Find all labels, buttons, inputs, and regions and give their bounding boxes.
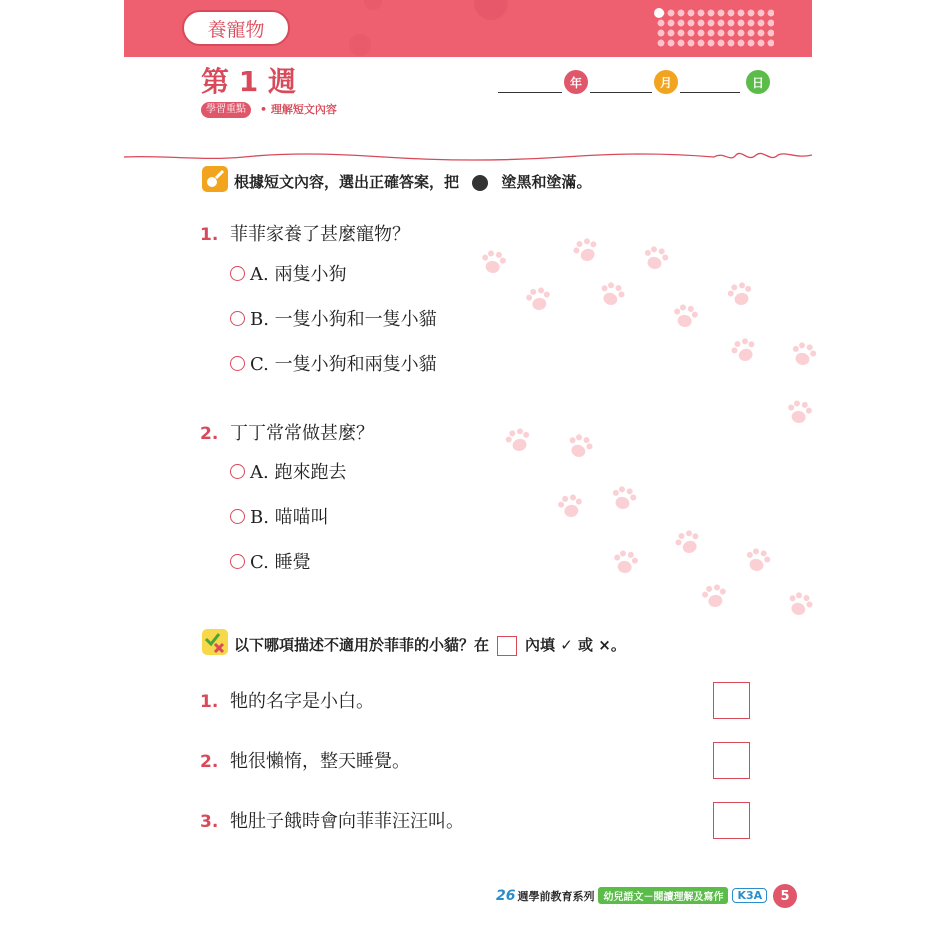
series-number: 26 bbox=[496, 887, 516, 904]
worksheet-page bbox=[124, 0, 812, 937]
paw-print-icon bbox=[607, 546, 642, 585]
paw-print-icon bbox=[636, 241, 674, 282]
q1-option-b[interactable] bbox=[230, 305, 437, 331]
day-line[interactable] bbox=[680, 92, 740, 93]
flower-decoration bbox=[474, 0, 508, 20]
part2-instruction bbox=[234, 634, 626, 656]
paw-print-icon bbox=[669, 524, 709, 566]
month-line[interactable] bbox=[590, 92, 652, 93]
week-title: 第 1 週 bbox=[201, 65, 296, 98]
header-banner bbox=[124, 0, 812, 57]
paw-print-icon bbox=[604, 481, 642, 522]
radio-circle[interactable] bbox=[230, 266, 245, 281]
paw-print-icon bbox=[779, 586, 819, 628]
focus-text: • 理解短文內容 bbox=[260, 103, 337, 116]
question-number: 2. bbox=[200, 424, 219, 444]
question-text: 丁丁常常做甚麼？ bbox=[230, 423, 374, 444]
paw-print-icon bbox=[725, 332, 765, 374]
subject-label: 幼兒語文－閱讀理解及寫作 bbox=[598, 887, 728, 904]
answer-box-2[interactable] bbox=[713, 742, 750, 779]
year-badge: 年 bbox=[564, 70, 588, 94]
option-label: A. 跑來跑去 bbox=[250, 462, 347, 483]
paw-print-icon bbox=[738, 543, 776, 584]
q2-option-b[interactable] bbox=[230, 503, 329, 529]
pencil-icon bbox=[202, 166, 228, 192]
paw-print-icon bbox=[591, 276, 631, 318]
series-name: 週學前教育系列 bbox=[517, 889, 595, 903]
part2-instruction-text: 以下哪項描述不適用於菲菲的小貓？在 bbox=[234, 636, 490, 654]
radio-circle[interactable] bbox=[230, 356, 245, 371]
statement-text: 牠的名字是小白。 bbox=[230, 691, 374, 712]
q2-option-a[interactable] bbox=[230, 458, 346, 484]
answer-box-icon bbox=[497, 636, 517, 656]
question-text: 菲菲家養了甚麼寵物？ bbox=[230, 224, 410, 245]
paw-print-icon bbox=[667, 300, 702, 339]
radio-circle[interactable] bbox=[230, 554, 245, 569]
statement-3 bbox=[200, 807, 464, 833]
dot-highlight bbox=[654, 8, 664, 18]
answer-box-3[interactable] bbox=[713, 802, 750, 839]
dot-pattern bbox=[656, 8, 774, 48]
radio-circle[interactable] bbox=[230, 464, 245, 479]
footer bbox=[496, 887, 767, 904]
part1-instruction-end: 塗黑和塗滿。 bbox=[501, 173, 592, 191]
option-label: B. 喵喵叫 bbox=[250, 507, 329, 528]
answer-box-1[interactable] bbox=[713, 682, 750, 719]
page-number: 5 bbox=[773, 884, 797, 908]
q2-option-c[interactable] bbox=[230, 548, 311, 574]
part2-instruction-end: 內填 ✓ 或 ×。 bbox=[525, 636, 626, 654]
option-label: C. 睡覺 bbox=[250, 552, 311, 573]
paw-print-icon bbox=[697, 580, 732, 619]
paw-print-icon bbox=[553, 490, 588, 529]
part1-instruction bbox=[234, 171, 592, 192]
paw-print-icon bbox=[781, 396, 816, 435]
statement-1 bbox=[200, 687, 374, 713]
level-badge: K3A bbox=[732, 888, 767, 903]
paw-print-icon bbox=[521, 283, 556, 322]
option-label: B. 一隻小狗和一隻小貓 bbox=[250, 309, 437, 330]
paw-print-icon bbox=[475, 246, 510, 285]
q1-option-c[interactable] bbox=[230, 350, 437, 376]
statement-text: 牠很懶惰，整天睡覺。 bbox=[230, 751, 410, 772]
statement-2 bbox=[200, 747, 410, 773]
section-title: 養寵物 bbox=[182, 10, 290, 46]
paw-print-icon bbox=[500, 423, 538, 464]
statement-number: 3. bbox=[200, 812, 219, 832]
paw-print-icon bbox=[722, 277, 760, 318]
statement-number: 2. bbox=[200, 752, 219, 772]
flower-decoration bbox=[364, 0, 382, 10]
part1-instruction-text: 根據短文內容，選出正確答案，把 bbox=[234, 173, 460, 191]
statement-number: 1. bbox=[200, 692, 219, 712]
question-1 bbox=[200, 220, 410, 246]
option-label: C. 一隻小狗和兩隻小貓 bbox=[250, 354, 437, 375]
month-badge: 月 bbox=[654, 70, 678, 94]
question-2 bbox=[200, 419, 374, 445]
statement-text: 牠肚子餓時會向菲菲汪汪叫。 bbox=[230, 811, 464, 832]
focus-label: 學習重點 bbox=[201, 102, 251, 118]
paw-print-icon bbox=[784, 337, 822, 378]
filled-circle-icon bbox=[472, 175, 488, 191]
question-number: 1. bbox=[200, 225, 219, 245]
flower-decoration bbox=[349, 34, 371, 56]
check-cross-icon bbox=[202, 629, 228, 655]
year-line[interactable] bbox=[498, 92, 562, 93]
q1-option-a[interactable] bbox=[230, 260, 346, 286]
paw-print-icon bbox=[559, 428, 599, 470]
option-label: A. 兩隻小狗 bbox=[250, 264, 347, 285]
radio-circle[interactable] bbox=[230, 509, 245, 524]
day-badge: 日 bbox=[746, 70, 770, 94]
paw-print-icon bbox=[567, 232, 607, 274]
radio-circle[interactable] bbox=[230, 311, 245, 326]
